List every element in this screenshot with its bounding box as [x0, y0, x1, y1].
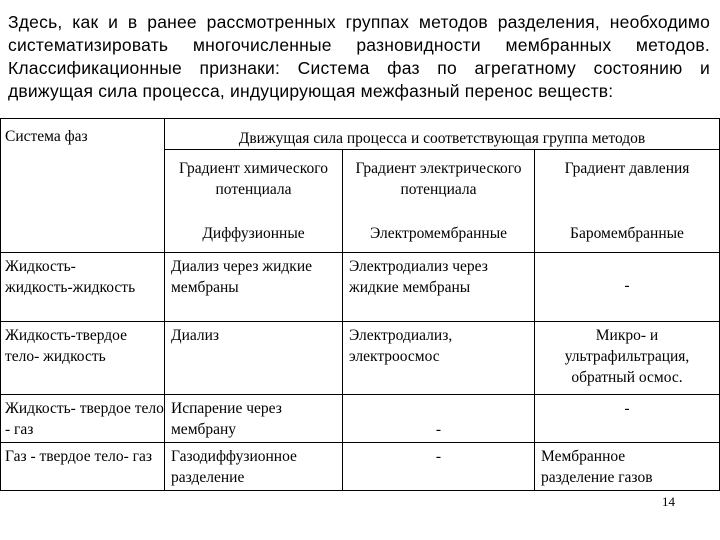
row-baro-method: Мембранное разделение газов	[535, 443, 720, 491]
row-phase: Газ - твердое тело- газ	[1, 443, 165, 491]
row-diffusion-method: Испарение через мембрану	[165, 395, 343, 443]
table-row	[1, 443, 720, 491]
table-row	[1, 322, 720, 395]
gradient-chemical: Градиент химического потенциала	[165, 150, 343, 223]
group-electromembrane: Электромембранные	[343, 223, 535, 253]
row-electro-method: -	[343, 395, 535, 443]
row-phase: Жидкость-твердое тело- жидкость	[1, 322, 165, 395]
group-diffusion: Диффузионные	[165, 223, 343, 253]
gradient-pressure: Градиент давления	[535, 150, 720, 223]
gradient-electric: Градиент электрического потенциала	[343, 150, 535, 223]
page-number: 14	[662, 494, 675, 509]
row-baro-method: Микро- и ультрафильтрация, обратный осмос.	[535, 322, 720, 395]
row-diffusion-method: Газодиффузионное разделение	[165, 443, 343, 491]
row-electro-method: Электродиализ, электроосмос	[343, 322, 535, 395]
row-diffusion-method: Диализ через жидкие мембраны	[165, 253, 343, 322]
header-driving-force: Движущая сила процесса и соответствующая группа методов	[165, 119, 720, 150]
intro-paragraph: Здесь, как и в ранее рассмотренных группах методов разделения, необходимо систематизировать многочисленные разновидности мембранных методов. Классификационные признаки: Система фаз по агрегатному состоянию и движущая сила процесса, индуцирующая межфазный перенос веществ:	[8, 11, 710, 101]
row-electro-method: -	[343, 443, 535, 491]
table-row	[1, 253, 720, 322]
table-row	[1, 395, 720, 443]
row-diffusion-method: Диализ	[165, 322, 343, 395]
group-baromembrane: Баромембранные	[535, 223, 720, 253]
row-phase: Жидкость- твердое тело - газ	[1, 395, 165, 443]
row-phase: Жидкость-жидкость-жидкость	[1, 253, 165, 322]
header-phase-system: Система фаз	[1, 119, 165, 253]
row-electro-method: Электродиализ через жидкие мембраны	[343, 253, 535, 322]
row-baro-method: -	[535, 253, 720, 322]
row-baro-method: -	[535, 395, 720, 443]
membrane-methods-table	[0, 118, 720, 491]
